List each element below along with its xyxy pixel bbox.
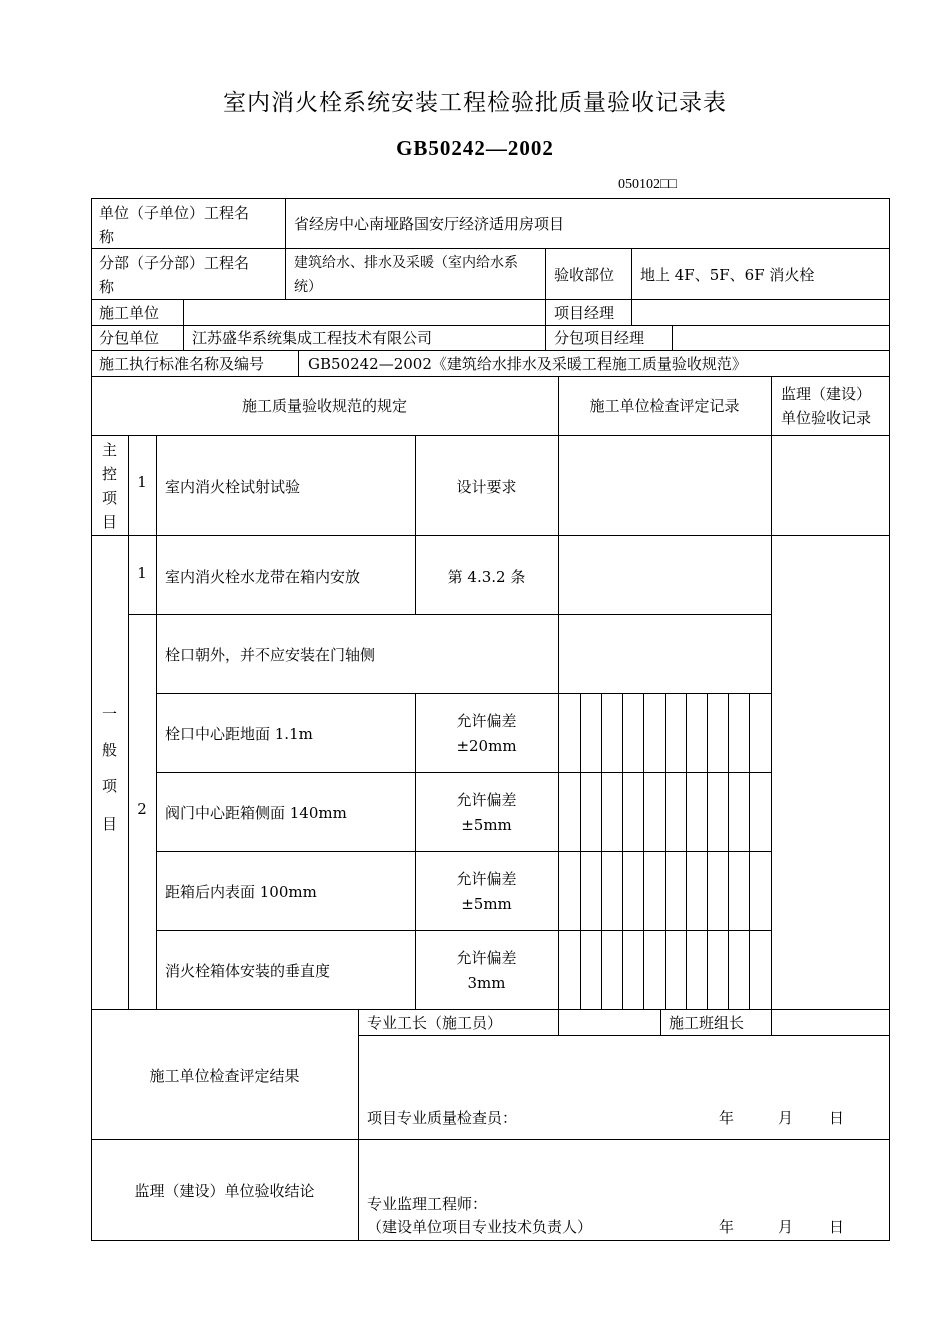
item-tolerance-value: ±20mm <box>456 737 517 755</box>
subcontractor-value: 江苏盛华系统集成工程技术有限公司 <box>192 329 433 347</box>
division-label: 分部（子分部）工程名 <box>99 254 250 272</box>
rule <box>358 1009 359 1241</box>
date-day-label: 日 <box>829 1218 845 1236</box>
exec-standard-value: GB50242—2002《建筑给水排水及采暖工程施工质量验收规范》 <box>308 355 747 373</box>
item-tolerance-label: 允许偏差 <box>456 870 517 888</box>
item-description: 栓口朝外，并不应安装在门轴侧 <box>165 646 376 664</box>
grid-column <box>728 693 729 1010</box>
contractor-label: 施工单位 <box>99 304 160 322</box>
main-items-group-char: 控 <box>101 465 117 483</box>
item-requirement: 第 4.3.2 条 <box>447 568 526 586</box>
rule <box>771 376 772 1010</box>
item-number: 1 <box>137 473 147 491</box>
sub-pm-label: 分包项目经理 <box>554 329 645 347</box>
main-items-group-char: 项 <box>101 489 117 507</box>
division-label-cont: 称 <box>99 278 115 296</box>
quality-inspector-label: 项目专业质量检查员： <box>367 1109 518 1127</box>
standard-code: GB50242—2002 <box>396 136 554 160</box>
grid-column <box>601 693 602 1010</box>
date-month-label: 月 <box>778 1109 794 1127</box>
form-code: 050102□□ <box>618 177 677 192</box>
item-description: 消火栓箱体安装的垂直度 <box>165 962 331 980</box>
item-tolerance-value: 3mm <box>467 974 506 992</box>
acceptance-part-label: 验收部位 <box>554 266 615 284</box>
unit-project-value: 省经房中心南垭路国安厅经济适用房项目 <box>294 215 565 233</box>
item-description: 室内消火栓试射试验 <box>165 478 301 496</box>
rule <box>128 435 129 1010</box>
main-items-group-char: 主 <box>101 441 117 459</box>
rule <box>771 1009 772 1036</box>
rule <box>631 299 632 326</box>
rule <box>156 851 772 852</box>
rule <box>91 350 890 351</box>
date-month-label: 月 <box>778 1218 794 1236</box>
item-tolerance-value: ±5mm <box>461 895 512 913</box>
contractor-result-label: 施工单位检查评定结果 <box>149 1067 300 1085</box>
foreman-label: 专业工长（施工员） <box>367 1014 503 1032</box>
rule <box>156 930 772 931</box>
date-day-label: 日 <box>829 1109 845 1127</box>
date-year-label: 年 <box>719 1109 735 1127</box>
rule <box>91 248 890 249</box>
item-description: 距箱后内表面 100mm <box>165 883 317 901</box>
rule <box>128 614 772 615</box>
rule <box>91 299 890 300</box>
page-title: 室内消火栓系统安装工程检验批质量验收记录表 <box>223 90 727 116</box>
rule <box>358 1035 890 1036</box>
team-leader-label: 施工班组长 <box>669 1014 745 1032</box>
supervisor-conclusion-label: 监理（建设）单位验收结论 <box>134 1182 315 1200</box>
rule <box>156 693 772 694</box>
supervising-engineer-label: 专业监理工程师： <box>367 1195 488 1213</box>
rule <box>660 1009 661 1036</box>
rule <box>672 325 673 351</box>
main-items-group-char: 目 <box>101 513 117 531</box>
general-items-group-char: 项 <box>101 777 117 795</box>
rule <box>298 350 299 377</box>
item-description: 室内消火栓水龙带在箱内安放 <box>165 568 361 586</box>
grid-column <box>749 693 750 1010</box>
division-value-cont: 统） <box>294 279 322 295</box>
division-value: 建筑给水、排水及采暖（室内给水系 <box>294 255 518 271</box>
general-items-group-char: 一 <box>101 705 117 723</box>
rule <box>91 1139 890 1140</box>
rule <box>285 198 286 300</box>
project-manager-label: 项目经理 <box>554 304 615 322</box>
rule <box>558 376 559 1010</box>
unit-project-label: 单位（子单位）工程名 <box>99 204 250 222</box>
supervisor-column-header: 监理（建设） <box>781 385 872 403</box>
item-number: 1 <box>137 564 147 582</box>
item-tolerance-label: 允许偏差 <box>456 949 517 967</box>
rule <box>889 198 890 1241</box>
item-requirement: 设计要求 <box>456 478 517 496</box>
item-number: 2 <box>137 800 147 818</box>
rule <box>545 248 546 300</box>
rule <box>91 1240 890 1241</box>
rule <box>91 198 890 199</box>
rule <box>156 772 772 773</box>
grid-column <box>580 693 581 1010</box>
unit-project-label-cont: 称 <box>99 228 115 246</box>
spec-column-header: 施工质量验收规范的规定 <box>241 397 407 415</box>
item-tolerance-label: 允许偏差 <box>456 712 517 730</box>
grid-column <box>622 693 623 1010</box>
grid-column <box>665 693 666 1010</box>
item-description: 栓口中心距地面 1.1m <box>165 725 313 743</box>
item-description: 阀门中心距箱侧面 140mm <box>165 804 347 822</box>
general-items-group-char: 目 <box>101 815 117 833</box>
item-tolerance-value: ±5mm <box>461 816 512 834</box>
rule <box>156 435 157 1010</box>
rule <box>545 299 546 351</box>
supervisor-column-header-cont: 单位验收记录 <box>781 409 872 427</box>
acceptance-part-value: 地上 4F、5F、6F 消火栓 <box>640 266 815 284</box>
grid-column <box>686 693 687 1010</box>
contractor-check-column-header: 施工单位检查评定记录 <box>589 397 740 415</box>
item-tolerance-label: 允许偏差 <box>456 791 517 809</box>
grid-column <box>643 693 644 1010</box>
exec-standard-label: 施工执行标准名称及编号 <box>99 355 265 373</box>
subcontractor-label: 分包单位 <box>99 329 160 347</box>
general-items-group-char: 般 <box>101 741 117 759</box>
rule <box>558 1009 559 1036</box>
date-year-label: 年 <box>719 1218 735 1236</box>
rule <box>631 248 632 300</box>
owner-tech-lead-label: （建设单位项目专业技术负责人） <box>367 1218 593 1236</box>
rule <box>183 299 184 351</box>
grid-column <box>707 693 708 1010</box>
